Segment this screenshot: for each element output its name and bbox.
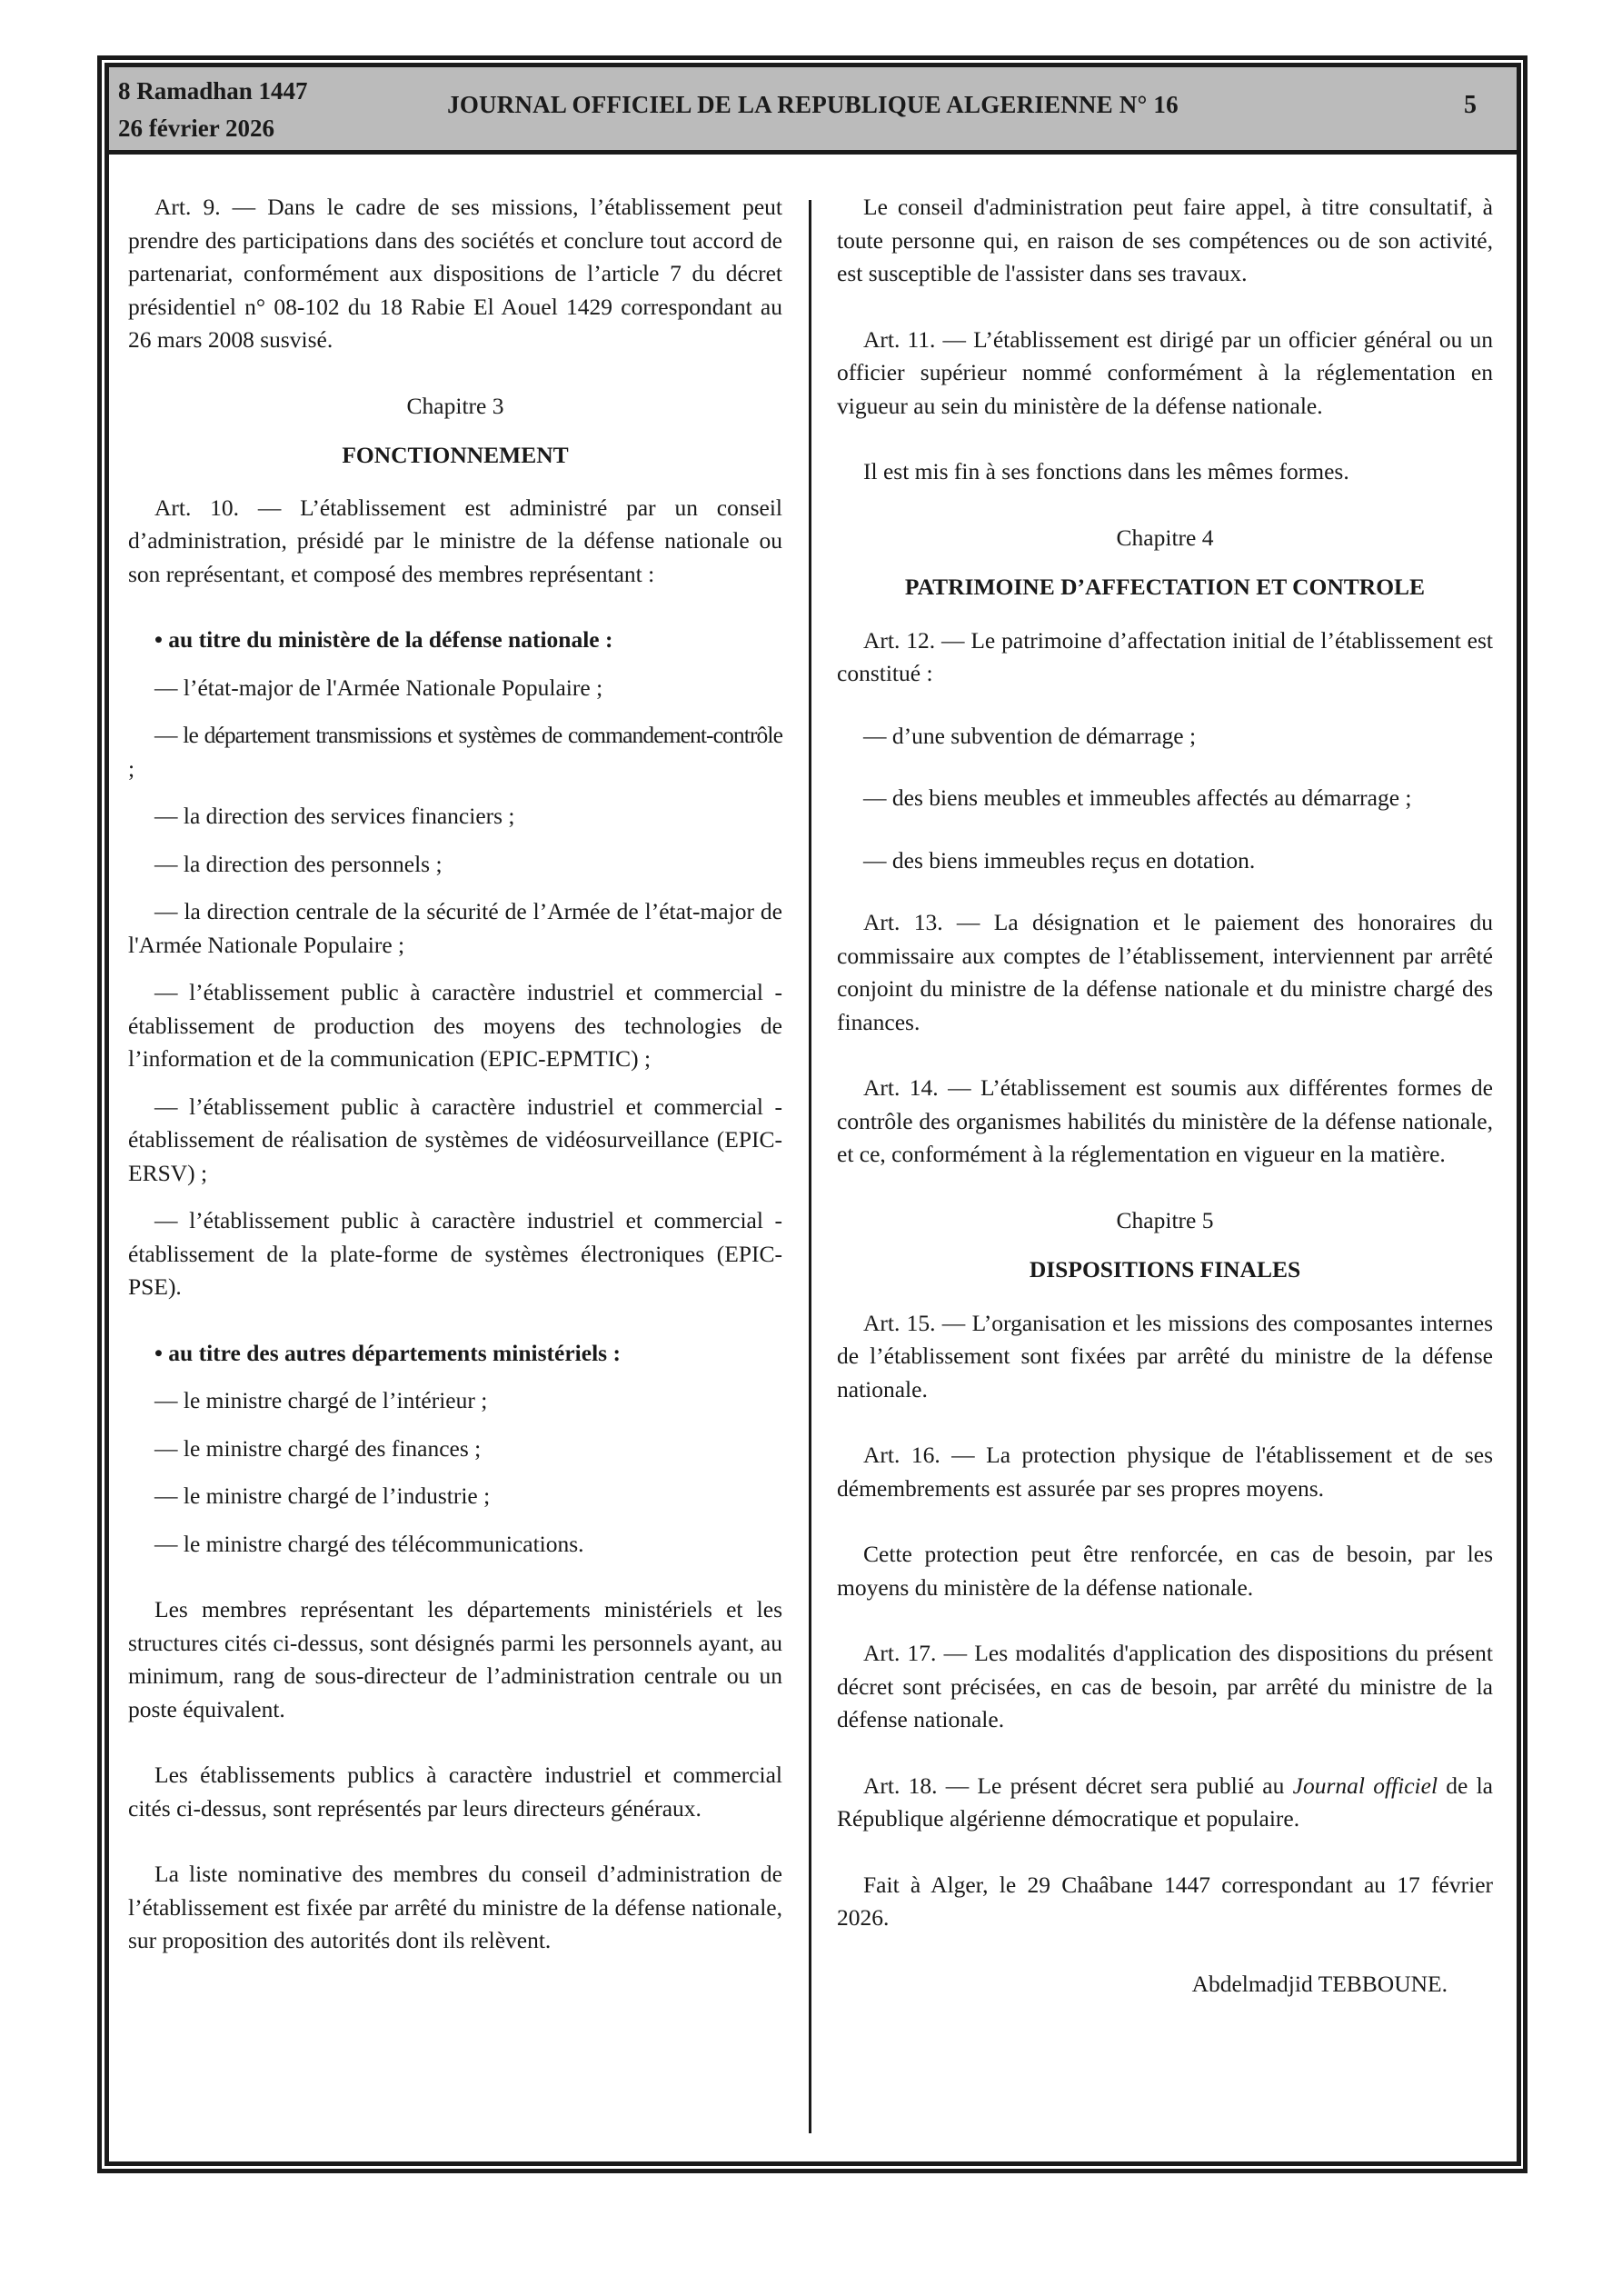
list-item: — l’établissement public à caractère industriel et commercial - établissement de la plate-forme de systèmes électroniques (EPIC-PSE). xyxy=(128,1207,782,1300)
list-item: — le ministre chargé de l’intérieur ; xyxy=(154,1387,488,1413)
article-18-text: Art. 18. — Le présent décret sera publié au xyxy=(863,1772,1293,1799)
list-item: — le ministre chargé de l’industrie ; xyxy=(154,1482,491,1509)
list-item: — la direction des personnels ; xyxy=(154,850,443,877)
done-at-algiers: Fait à Alger, le 29 Chaâbane 1447 correspondant au 17 février 2026. xyxy=(837,1871,1493,1931)
article-9: Art. 9. — Dans le cadre de ses missions, l’établissement peut prendre des participations dans des sociétés et conclure tout accord de partenariat, conformément aux dispositions de l’article 7 du décret présidentiel n° 08-102 du 18 Rabie El Aouel 1429 correspondant au 26 mars 2008 susvisé. xyxy=(128,194,782,353)
list-item: — le ministre chargé des télécommunications. xyxy=(154,1530,584,1557)
chapter-5-label: Chapitre 5 xyxy=(1116,1206,1214,1233)
paragraph-epic: Les établissements publics à caractère industriel et commercial cités ci-dessus, sont représentés par leurs directeurs généraux. xyxy=(128,1762,782,1822)
paragraph-consultative: Le conseil d'administration peut faire appel, à titre consultatif, à toute personne qui, en raison de ses compétences ou de son activité, est susceptible de l'assister dans ses travaux. xyxy=(837,194,1493,286)
list-item: — d’une subvention de démarrage ; xyxy=(863,722,1197,749)
list-item: — le département transmissions et systèmes de commandement-contrôle ; xyxy=(128,722,782,782)
article-18 xyxy=(837,1770,1493,1836)
journal-officiel-italic: Journal officiel xyxy=(1292,1772,1438,1799)
chapter-4-label: Chapitre 4 xyxy=(1116,524,1214,551)
journal-header xyxy=(109,67,1517,155)
article-13: Art. 13. — La désignation et le paiement des honoraires du commissaire aux comptes de l’établissement, interviennent par arrêté conjoint du ministre de la défense nationale et du ministre chargé des finances. xyxy=(837,909,1493,1035)
paragraph-nominative-list: La liste nominative des membres du conseil d’administration de l’établissement est fixée par arrêté du ministre de la défense nationale, sur proposition des autorités dont ils relèvent. xyxy=(128,1861,782,1953)
chapter-3-title: FONCTIONNEMENT xyxy=(342,442,569,468)
list-item: — l’état-major de l'Armée Nationale Populaire ; xyxy=(154,674,603,701)
list-item: — le ministre chargé des finances ; xyxy=(154,1434,482,1462)
page-number: 5 xyxy=(1464,91,1477,119)
list-item: — l’établissement public à caractère industriel et commercial - établissement de réalisation de systèmes de vidéosurveillance (EPIC-ERSV) ; xyxy=(128,1093,782,1186)
chapter-5-title: DISPOSITIONS FINALES xyxy=(1029,1256,1301,1283)
paragraph-members: Les membres représentant les départements ministériels et les structures cités ci-dessus, sont désignés parmi les personnels ayant, au minimum, rang de sous-directeur de l’administration centrale ou un poste équivalent. xyxy=(128,1596,782,1722)
article-11: Art. 11. — L’établissement est dirigé par un officier général ou un officier supérieur nommé conformément à la réglementation en vigueur au sein du ministère de la défense nationale. xyxy=(837,325,1493,419)
header-date-gregorian: 26 février 2026 xyxy=(118,115,274,142)
chapter-3-label: Chapitre 3 xyxy=(406,392,504,419)
bullet-other-ministries: • au titre des autres départements ministériels : xyxy=(154,1339,621,1366)
article-17: Art. 17. — Les modalités d'application des dispositions du présent décret sont précisées, en cas de besoin, par arrêté du ministre de la défense nationale. xyxy=(837,1640,1493,1732)
list-item: — la direction centrale de la sécurité de l’Armée de l’état-major de l'Armée Nationale Populaire ; xyxy=(128,898,782,958)
signature: Abdelmadjid TEBBOUNE. xyxy=(1191,1970,1448,1997)
bullet-defense-ministry: • au titre du ministère de la défense nationale : xyxy=(154,626,613,653)
paragraph-protection: Cette protection peut être renforcée, en cas de besoin, par les moyens du ministère de la défense nationale. xyxy=(837,1541,1493,1601)
list-item: — des biens immeubles reçus en dotation. xyxy=(863,846,1256,873)
article-10: Art. 10. — L’établissement est administré par un conseil d’administration, présidé par le ministre de la défense nationale ou son représentant, et composé des membres représentant : xyxy=(128,494,782,587)
list-item: — des biens meubles et immeubles affectés au démarrage ; xyxy=(863,784,1412,811)
article-18-text-end: de la République algérienne démocratique et populaire. xyxy=(837,1772,1493,1832)
chapter-4-title: PATRIMOINE D’AFFECTATION ET CONTROLE xyxy=(904,574,1426,600)
article-14: Art. 14. — L’établissement est soumis aux différentes formes de contrôle des organismes habilités du ministère de la défense nationale, et ce, conformément à la réglementation en vigueur en la matière. xyxy=(837,1074,1493,1167)
left-column xyxy=(128,191,782,1958)
article-15: Art. 15. — L’organisation et les missions des composantes internes de l’établissement sont fixées par arrêté du ministre de la défense nationale. xyxy=(837,1309,1493,1403)
list-item: — l’établissement public à caractère industriel et commercial - établissement de production des moyens des technologies de l’information et de la communication (EPIC-EPMTIC) ; xyxy=(128,979,782,1072)
list-item: — la direction des services financiers ; xyxy=(154,803,515,829)
header-title: JOURNAL OFFICIEL DE LA REPUBLIQUE ALGERIENNE N° 16 xyxy=(447,91,1179,118)
article-16: Art. 16. — La protection physique de l'établissement et de ses démembrements est assurée par ses propres moyens. xyxy=(837,1442,1493,1502)
column-divider xyxy=(809,200,811,2133)
paragraph-end-of-functions: Il est mis fin à ses fonctions dans les mêmes formes. xyxy=(863,458,1349,484)
header-date-hijri: 8 Ramadhan 1447 xyxy=(118,77,308,105)
article-12: Art. 12. — Le patrimoine d’affectation initial de l’établissement est constitué : xyxy=(837,626,1493,686)
right-column xyxy=(837,191,1493,2001)
